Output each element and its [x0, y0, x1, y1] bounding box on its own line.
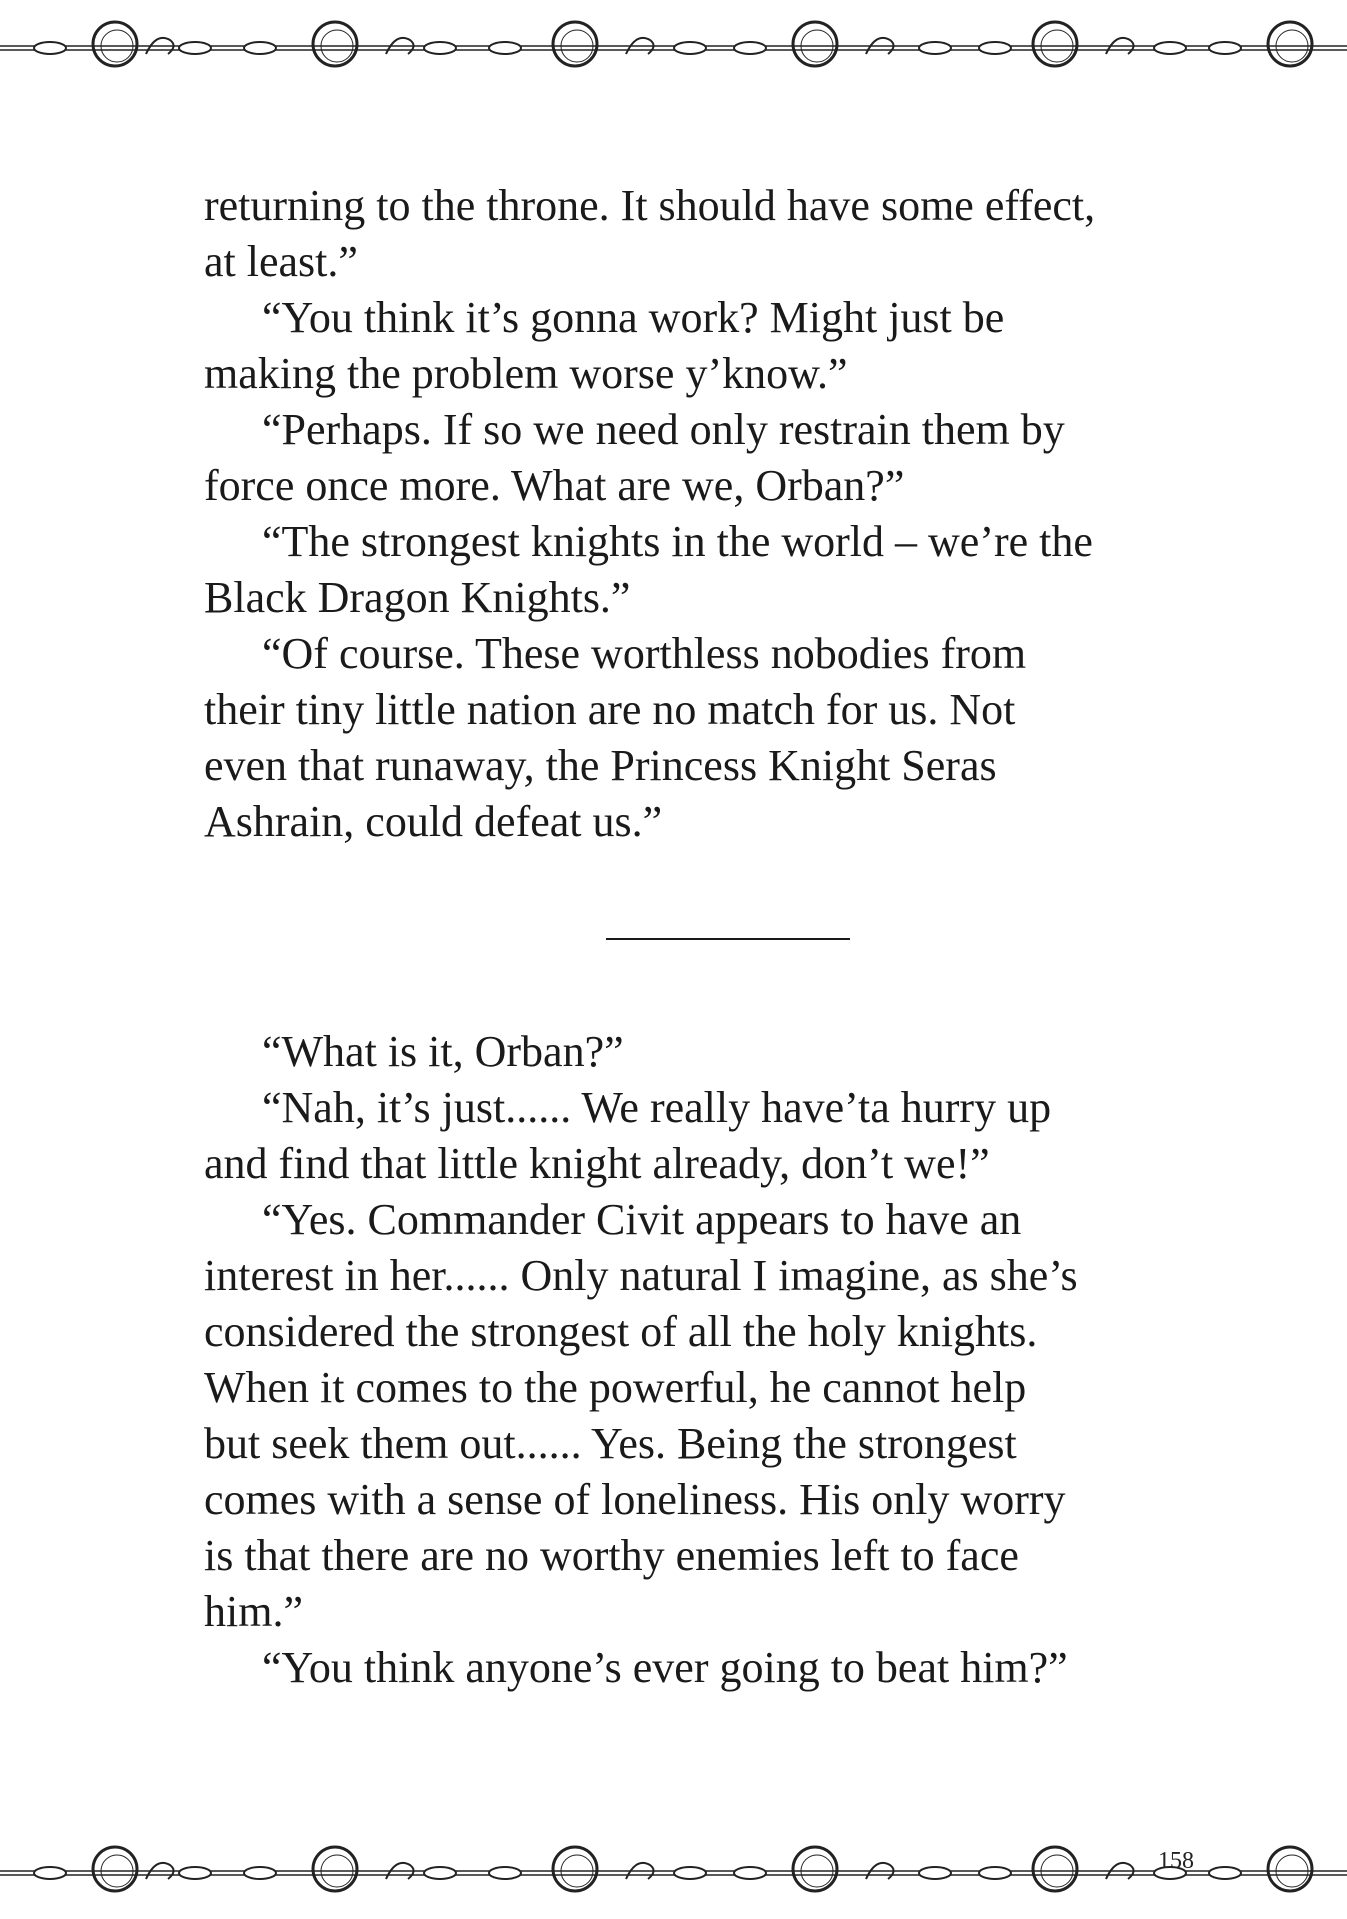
- page-number: 158: [1158, 1848, 1194, 1874]
- text-line: is that there are no worthy enemies left to face: [204, 1531, 1019, 1580]
- text-block-bottom: [204, 1024, 1204, 1696]
- chain-border-bottom: [0, 1835, 1347, 1905]
- text-line: and find that little knight already, don’t we!”: [204, 1139, 990, 1188]
- text-line: but seek them out...... Yes. Being the strongest: [204, 1419, 1017, 1468]
- text-line: “Of course. These worthless nobodies from: [262, 629, 1027, 678]
- chain-border-top: [0, 10, 1347, 80]
- text-line: When it comes to the powerful, he cannot help: [204, 1363, 1027, 1412]
- text-line: returning to the throne. It should have some effect,: [204, 181, 1096, 230]
- text-line: “You think it’s gonna work? Might just be: [262, 293, 1005, 342]
- text-line: “Perhaps. If so we need only restrain them by: [262, 405, 1065, 454]
- text-line: Black Dragon Knights.”: [204, 573, 631, 622]
- text-line: “What is it, Orban?”: [262, 1027, 624, 1076]
- text-line: “Nah, it’s just...... We really have’ta hurry up: [262, 1083, 1052, 1132]
- text-line: him.”: [204, 1587, 303, 1636]
- scene-break-divider: [606, 938, 850, 940]
- text-line: making the problem worse y’know.”: [204, 349, 848, 398]
- text-line: “You think anyone’s ever going to beat him?”: [262, 1643, 1068, 1692]
- text-line: interest in her...... Only natural I imagine, as she’s: [204, 1251, 1078, 1300]
- text-line: even that runaway, the Princess Knight Seras: [204, 741, 997, 790]
- text-line: force once more. What are we, Orban?”: [204, 461, 905, 510]
- chain-border-icon: [0, 1835, 1347, 1905]
- text-line: “Yes. Commander Civit appears to have an: [262, 1195, 1022, 1244]
- text-line: their tiny little nation are no match for us. Not: [204, 685, 1016, 734]
- text-line: considered the strongest of all the holy knights.: [204, 1307, 1038, 1356]
- text-block-top: [204, 178, 1204, 850]
- text-line: Ashrain, could defeat us.”: [204, 797, 663, 846]
- text-line: at least.”: [204, 237, 358, 286]
- text-line: “The strongest knights in the world – we’re the: [262, 517, 1093, 566]
- chain-border-icon: [0, 10, 1347, 80]
- text-line: comes with a sense of loneliness. His only worry: [204, 1475, 1066, 1524]
